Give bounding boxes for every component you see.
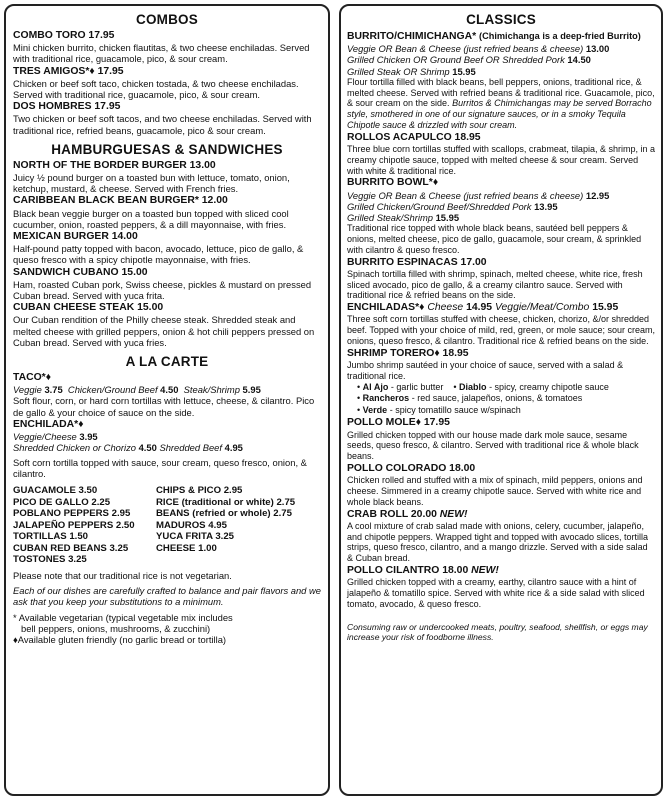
item-name-text: ENCHILADAS*♦ xyxy=(347,302,425,314)
menu-item xyxy=(13,302,321,348)
menu-item xyxy=(13,419,321,479)
price-line xyxy=(347,54,655,65)
item-name: MEXICAN BURGER 14.00 xyxy=(13,231,138,243)
price-value: 12.95 xyxy=(585,189,610,201)
item-name: SHRIMP TORERO♦ 18.95 xyxy=(347,347,469,359)
price-value: 4.95 xyxy=(224,442,243,454)
classics-title: CLASSICS xyxy=(466,12,536,27)
item-name-text: CRAB ROLL 20.00 xyxy=(347,508,437,520)
menu-item xyxy=(347,177,655,255)
sauce-row xyxy=(357,382,655,394)
item-name: SANDWICH CUBANO 15.00 xyxy=(13,266,148,278)
item-desc xyxy=(347,77,655,131)
new-badge: NEW! xyxy=(439,508,468,520)
item-desc: Chicken rolled and stuffed with a mix of spinach, mild peppers, onions and cheese. Simmered in a creamy chipotle sauce. Served with white rice and whole black beans. xyxy=(347,475,643,507)
price-label: Grilled Steak/Shrimp xyxy=(347,212,433,223)
sauce-desc: - spicy tomatillo sauce w/spinach xyxy=(389,404,521,415)
item-name: BURRITO ESPINACAS 17.00 xyxy=(347,256,487,268)
item-name: ENCHILADA*♦ xyxy=(13,418,84,430)
price-label: Steak/Shrimp xyxy=(183,384,240,396)
price-value: 15.95 xyxy=(435,212,460,223)
legend-vegetarian-detail: bell peppers, onions, mushrooms, & zucchini) xyxy=(21,623,211,635)
price-value: 3.75 xyxy=(44,384,63,396)
item-name: NORTH OF THE BORDER BURGER 13.00 xyxy=(13,159,216,171)
price-value: 15.95 xyxy=(592,302,619,314)
legend xyxy=(13,612,321,646)
sauce-desc: - red sauce, jalapeños, onions, & tomatoes xyxy=(411,393,583,404)
menu-item xyxy=(13,101,321,136)
item-desc-italic: Burritos & Chimichangas may be served Borracho style, smothered in one of our signature sauces, or in a smoky Tequila Chipotle sauce & drizzled with sour cream. xyxy=(347,98,652,130)
item-name: COMBO TORO 17.95 xyxy=(13,30,115,41)
foodborne-warning: Consuming raw or undercooked meats, poultry, seafood, shellfish, or eggs may increase your risk of foodborne illness. xyxy=(347,621,648,643)
side-item: YUCA FRITA 3.25 xyxy=(156,531,235,543)
sauce-option: • Verde - spicy tomatillo sauce w/spinach xyxy=(357,404,521,415)
side-item: POBLANO PEPPERS 2.95 xyxy=(13,508,131,520)
price-label: Cheese xyxy=(427,302,464,314)
price-value: 4.50 xyxy=(138,442,157,454)
price-value: 3.95 xyxy=(79,431,98,443)
sauce-name: Verde xyxy=(362,404,388,415)
price-line xyxy=(347,190,655,201)
price-value: 15.95 xyxy=(452,65,476,77)
price-label: Veggie OR Bean & Cheese (just refried beans & cheese) xyxy=(347,189,584,201)
new-badge: NEW! xyxy=(471,564,499,576)
item-name xyxy=(347,30,655,43)
item-desc: Half-pound patty topped with bacon, avocado, lettuce, pico de gallo, & queso fresco with a spicy chipotle mayonnaise, with fries. xyxy=(13,243,304,266)
burgers-title: HAMBURGUESAS & SANDWICHES xyxy=(51,141,283,157)
price-value: 13.95 xyxy=(534,200,558,212)
sauce-name: Diablo xyxy=(459,381,487,392)
item-desc: Soft flour, corn, or hard corn tortillas with lettuce, cheese, & cilantro. Pico de gallo & your choice of sauce on the side. xyxy=(13,395,315,418)
sauce-option: • Rancheros - red sauce, jalapeños, onions, & tomatoes xyxy=(357,393,583,404)
menu-item xyxy=(347,463,655,508)
item-desc: Three soft corn tortillas stuffed with cheese, chicken, chorizo, &/or shredded beef. Topped with your choice of mild, red, green, or mole sauce; sour cream, onions, queso fresco, & cilantro. Traditional rice & refried beans on the side. xyxy=(347,314,655,346)
menu-item xyxy=(13,30,321,65)
side-item: TORTILLAS 1.50 xyxy=(13,531,88,543)
item-desc: Chicken or beef soft taco, chicken tostada, & two cheese enchiladas. Served with traditional rice, guacamole, pico, & sour cream. xyxy=(13,77,299,101)
item-desc: Traditional rice topped with whole black beans, sautéed bell peppers & onions, melted cheese, pico de gallo, guacamole, sour cream, & sprinkled with cilantro & queso fresco. xyxy=(347,223,642,255)
price-label: Grilled Steak OR Shrimp xyxy=(347,65,450,77)
item-name: POLLO COLORADO 18.00 xyxy=(347,462,476,474)
item-desc: Juicy ½ pound burger on a toasted bun with lettuce, tomato, onion, ketchup, mustard, & cheese. Served with French fries. xyxy=(13,172,290,195)
price-label: Shredded Chicken or Chorizo xyxy=(13,442,136,454)
price-label: Veggie/Meat/Combo xyxy=(494,302,590,314)
legend-vegetarian: * Available vegetarian (typical vegetable mix includes xyxy=(13,611,233,623)
price-line xyxy=(347,212,655,223)
price-value: 4.50 xyxy=(160,384,179,396)
menu-item xyxy=(347,348,655,417)
menu-item xyxy=(347,30,655,131)
sauce-name: Al Ajo xyxy=(362,381,389,392)
item-desc: Grilled chicken topped with a creamy, earthy, cilantro sauce with a hint of jalapeño & tomatillo spice. Served with white rice & a side salad with sliced tomato, avocado, & queso fresco. xyxy=(347,577,645,609)
substitution-note: Each of our dishes are carefully crafted to balance and pair flavors and we ask that you keep your substitutions to a minimum. xyxy=(13,585,321,608)
combos-title: COMBOS xyxy=(136,12,198,27)
price-value: 5.95 xyxy=(242,384,261,396)
item-name: CUBAN CHEESE STEAK 15.00 xyxy=(13,302,164,314)
item-name xyxy=(347,302,655,314)
price-label: Chicken/Ground Beef xyxy=(67,384,158,396)
sauce-desc: - garlic butter xyxy=(390,381,444,392)
price-label: Grilled Chicken OR Ground Beef OR Shredded Pork xyxy=(347,54,565,66)
price-label: Veggie xyxy=(13,384,42,396)
side-item: CHIPS & PICO 2.95 xyxy=(156,484,243,496)
sauce-option: • Diablo - spicy, creamy chipotle sauce xyxy=(453,381,609,392)
item-name: POLLO MOLE♦ 17.95 xyxy=(347,417,450,429)
sauce-name: Rancheros xyxy=(362,393,410,404)
price-line xyxy=(347,43,655,54)
item-name: DOS HOMBRES 17.95 xyxy=(13,101,121,113)
sauce-desc: - spicy, creamy chipotle sauce xyxy=(489,381,609,392)
item-desc: Two chicken or beef soft tacos, and two cheese enchiladas. Served with traditional rice, refried beans, guacamole, pico & sour cream. xyxy=(13,113,312,136)
side-item: CHEESE 1.00 xyxy=(156,542,217,554)
price-line xyxy=(347,66,655,77)
menu-item xyxy=(347,509,655,564)
price-value: 14.95 xyxy=(466,302,493,314)
menu-item xyxy=(13,66,321,101)
item-desc: Jumbo shrimp sautéed in your choice of sauce, served with a salad & traditional rice. xyxy=(347,359,624,381)
item-desc: Grilled chicken topped with our house made dark mole sauce, sesame seeds, queso fresco, & cilantro. Served with traditional rice & whole black beans. xyxy=(347,429,639,462)
item-desc: Black bean veggie burger on a toasted bun topped with sliced cool cucumber, onion, roasted peppers, & a dill mayonnaise, with fries. xyxy=(13,207,289,230)
item-name: TACO*♦ xyxy=(13,372,52,384)
side-item: TOSTONES 3.25 xyxy=(13,554,87,566)
item-name: ROLLOS ACAPULCO 18.95 xyxy=(347,131,481,143)
item-name-text: BURRITO/CHIMICHANGA* xyxy=(347,31,477,42)
price-label: Shredded Beef xyxy=(159,442,223,454)
item-name-text: POLLO CILANTRO 18.00 xyxy=(347,564,469,576)
item-name xyxy=(347,565,655,577)
item-desc: Mini chicken burrito, chicken flautitas, & two cheese enchiladas. Served with traditional rice, guacamole, pico, & sour cream. xyxy=(13,42,310,65)
left-menu-panel xyxy=(4,4,330,796)
sides-list xyxy=(13,485,321,566)
item-desc: A cool mixture of crab salad made with onions, celery, cucumber, jalapeño, and chipotle peppers. Wrapped tight and topped with avocado slices, tortilla strips, queso fresco, cilantro, and a mango drizzle. Served with a side salad & Cuban bread. xyxy=(347,520,649,564)
item-name: TRES AMIGOS*♦ 17.95 xyxy=(13,65,124,77)
menu-item xyxy=(347,132,655,177)
item-desc: Our Cuban rendition of the Philly cheese steak. Shredded steak and melted cheese with grilled peppers, onion & hot chili peppers pressed on Cuban bread. Served with yuca fries. xyxy=(13,314,315,348)
side-item: PICO DE GALLO 2.25 xyxy=(13,496,111,508)
menu-item xyxy=(13,195,321,230)
item-desc-text: Flour tortilla filled with black beans, bell peppers, onions, traditional rice, & melted cheese. Served with refried beans & traditional rice. Guacamole, pico, & sour cream on the side. xyxy=(347,76,655,109)
item-name: BURRITO BOWL*♦ xyxy=(347,177,439,189)
item-desc: Soft corn tortilla topped with sauce, sour cream, queso fresco, onion, & cilantro. xyxy=(13,456,307,479)
sides-column-left xyxy=(13,485,156,566)
menu-item xyxy=(347,302,655,347)
rice-note: Please note that our traditional rice is not vegetarian. xyxy=(13,570,232,582)
price-line xyxy=(13,442,321,453)
price-line xyxy=(13,384,321,395)
legend-gluten-friendly: ♦Available gluten friendly (no garlic bread or tortilla) xyxy=(13,634,227,646)
price-line xyxy=(13,431,321,442)
menu-item xyxy=(347,565,655,610)
item-desc: Spinach tortilla filled with shrimp, spinach, melted cheese, white rice, fresh sliced avocado, pico de gallo, & a creamy cilantro sauce. Served with traditional rice & refried beans on the side. xyxy=(347,268,643,301)
side-item: JALAPEÑO PEPPERS 2.50 xyxy=(13,519,135,531)
side-item: MADUROS 4.95 xyxy=(156,519,227,531)
item-name-note: (Chimichanga is a deep-fried Burrito) xyxy=(479,31,641,41)
sauce-option: • Al Ajo - garlic butter xyxy=(357,381,444,392)
menu-item xyxy=(13,267,321,302)
menu-item xyxy=(13,231,321,266)
price-label: Grilled Chicken/Ground Beef/Shredded Pork xyxy=(347,200,532,212)
item-name xyxy=(347,509,655,521)
menu-item xyxy=(347,257,655,302)
side-item: BEANS (refried or whole) 2.75 xyxy=(156,508,292,520)
item-desc: Three blue corn tortillas stuffed with scallops, crabmeat, tilapia, & shrimp, in a creamy chipotle sauce, topped with melted cheese & sour cream. Served with white & traditional rice. xyxy=(347,144,655,176)
menu-item xyxy=(13,372,321,418)
menu-item xyxy=(13,160,321,195)
price-label: Veggie/Cheese xyxy=(13,431,77,443)
item-desc: Ham, roasted Cuban pork, Swiss cheese, pickles & mustard on pressed Cuban bread. Served with yuca frita. xyxy=(13,278,312,302)
side-item: RICE (traditional or white) 2.75 xyxy=(156,496,296,508)
price-value: 13.00 xyxy=(585,43,610,55)
side-item: CUBAN RED BEANS 3.25 xyxy=(13,542,129,554)
side-item: GUACAMOLE 3.50 xyxy=(13,484,98,496)
carte-title: A LA CARTE xyxy=(125,354,209,370)
price-value: 14.50 xyxy=(567,54,591,66)
price-line xyxy=(347,201,655,212)
price-label: Veggie OR Bean & Cheese (just refried beans & cheese) xyxy=(347,43,584,55)
item-name: CARIBBEAN BLACK BEAN BURGER* 12.00 xyxy=(13,195,228,207)
right-menu-panel xyxy=(339,4,663,796)
sides-column-right xyxy=(156,485,326,566)
sauce-options xyxy=(347,382,655,417)
menu-item xyxy=(347,417,655,462)
